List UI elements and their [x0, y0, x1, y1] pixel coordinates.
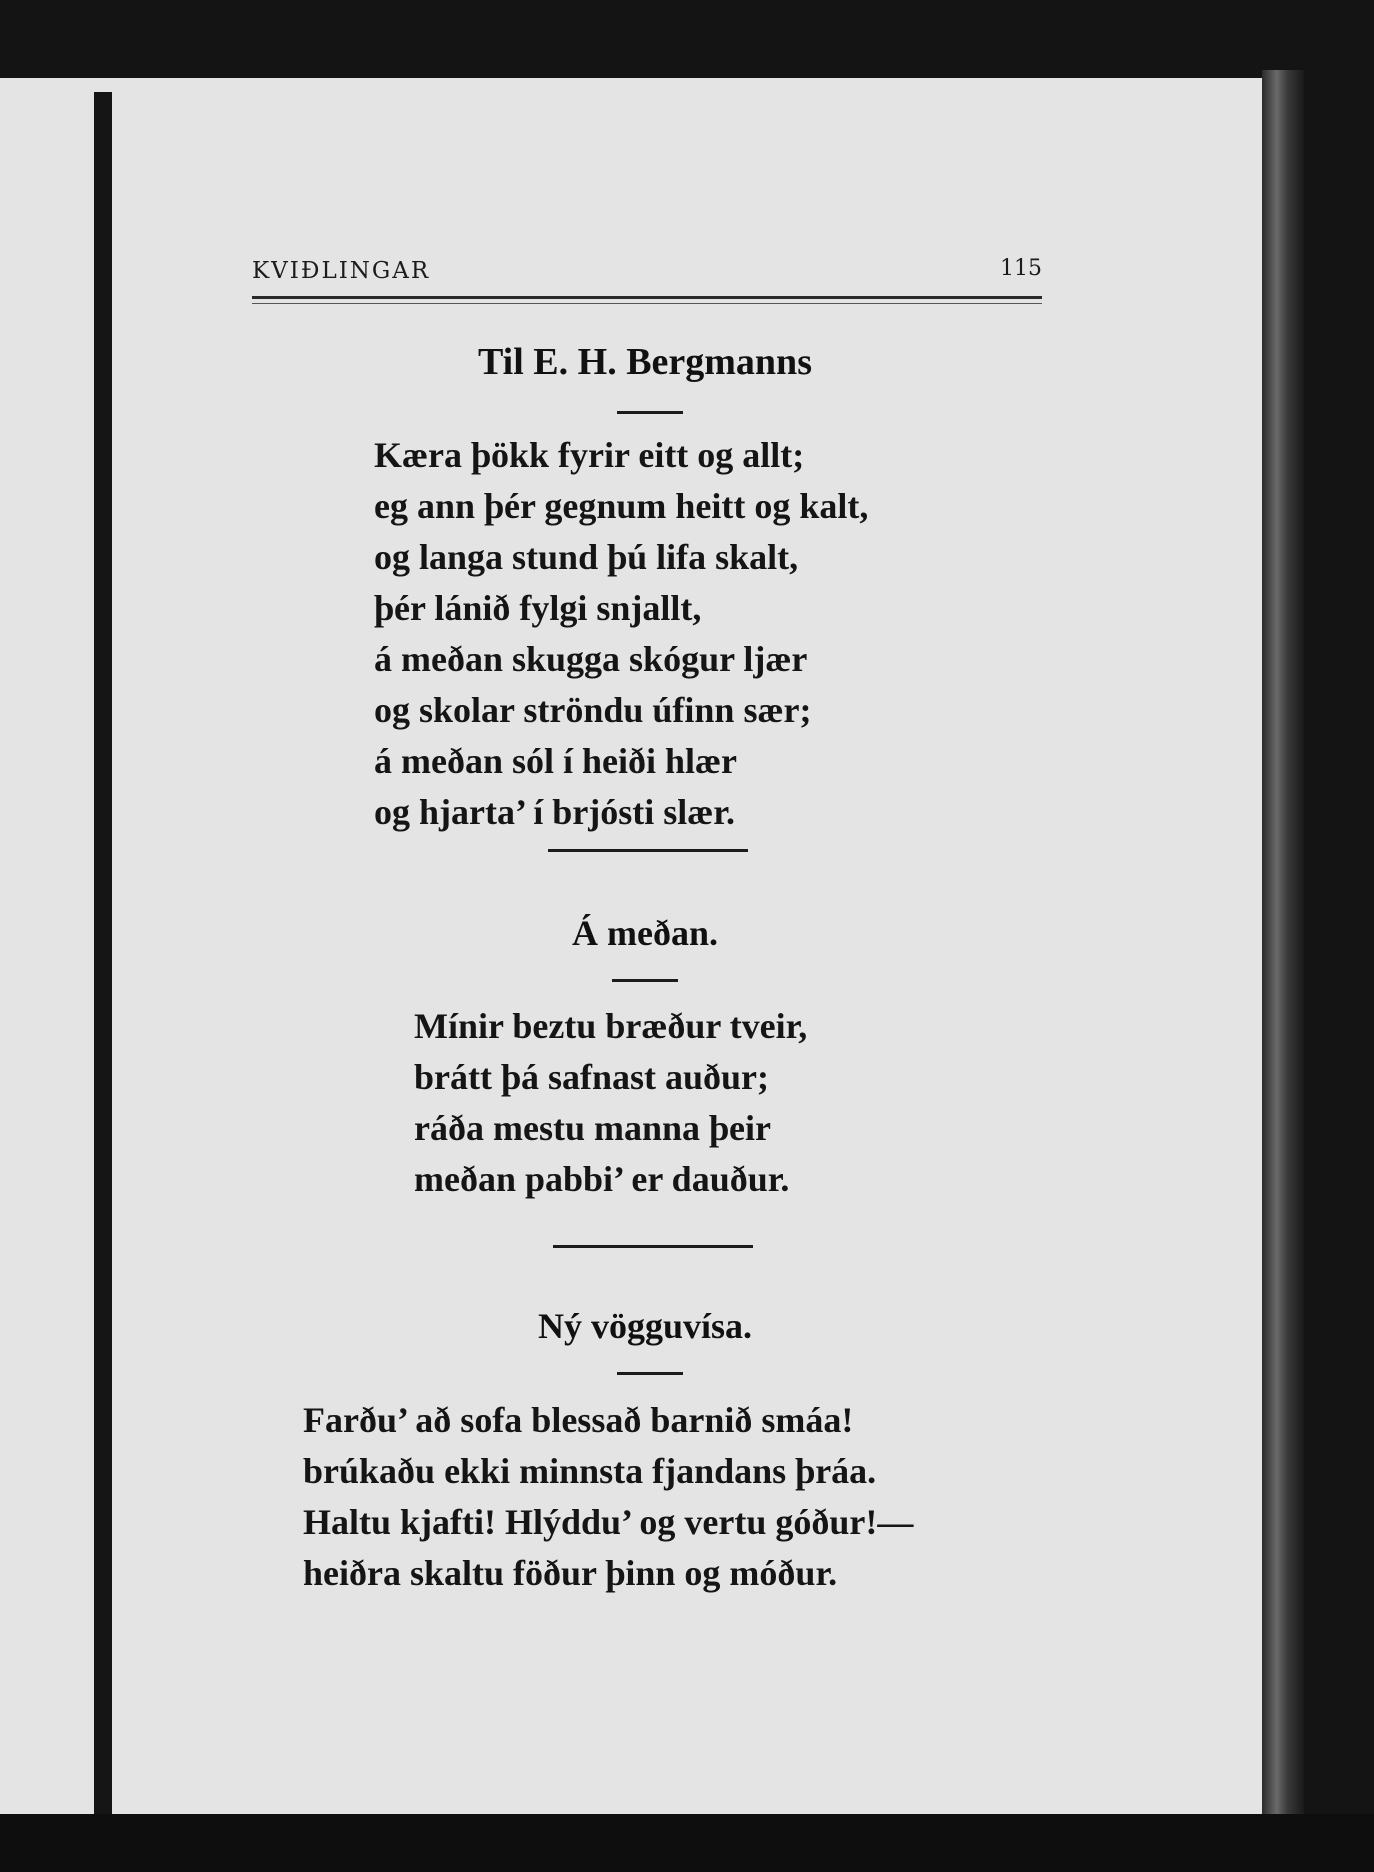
- verse-line: brátt þá safnast auður;: [414, 1057, 770, 1097]
- running-title: KVIÐLINGAR: [252, 258, 431, 284]
- verse-line: meðan pabbi’ er dauður.: [414, 1159, 790, 1199]
- title-rule: [617, 1372, 683, 1375]
- verse-line: og skolar ströndu úfinn sær;: [374, 690, 812, 730]
- verse-line: brúkaðu ekki minnsta fjandans þráa.: [303, 1451, 877, 1491]
- verse-line: Kæra þökk fyrir eitt og allt;: [374, 435, 805, 475]
- header-rule-thin: [252, 303, 1042, 304]
- title-rule: [612, 979, 678, 982]
- page-header: [252, 252, 1042, 292]
- poem-title: Til E. H. Bergmanns: [478, 341, 812, 383]
- verse-line: eg ann þér gegnum heitt og kalt,: [374, 486, 869, 526]
- verse-line: Mínir beztu bræður tveir,: [414, 1006, 808, 1046]
- verse-line: Haltu kjafti! Hlýddu’ og vertu góður!—: [303, 1502, 914, 1542]
- title-rule: [617, 411, 683, 414]
- verse-line: á meðan sól í heiði hlær: [374, 741, 738, 781]
- poem-stanza: [414, 1001, 807, 1205]
- verse-line: Farðu’ að sofa blessað barnið smáa!: [303, 1400, 854, 1440]
- verse-line: og hjarta’ í brjósti slær.: [374, 792, 735, 832]
- header-rule: [252, 296, 1042, 299]
- section-divider: [553, 1245, 753, 1248]
- scan-bottom-edge: [0, 1814, 1374, 1872]
- poem-stanza: [303, 1395, 913, 1599]
- poem-title: Á meðan.: [572, 913, 718, 953]
- verse-line: þér lánið fylgi snjallt,: [374, 588, 702, 628]
- poem-stanza: [374, 430, 868, 838]
- verse-line: heiðra skaltu föður þinn og móður.: [303, 1553, 838, 1593]
- poem-title: Ný vögguvísa.: [537, 1306, 753, 1346]
- verse-line: og langa stund þú lifa skalt,: [374, 537, 799, 577]
- page-number: 115: [1000, 256, 1042, 281]
- verse-line: á meðan skugga skógur ljær: [374, 639, 808, 679]
- verse-line: ráða mestu manna þeir: [414, 1108, 771, 1148]
- section-divider: [548, 849, 748, 852]
